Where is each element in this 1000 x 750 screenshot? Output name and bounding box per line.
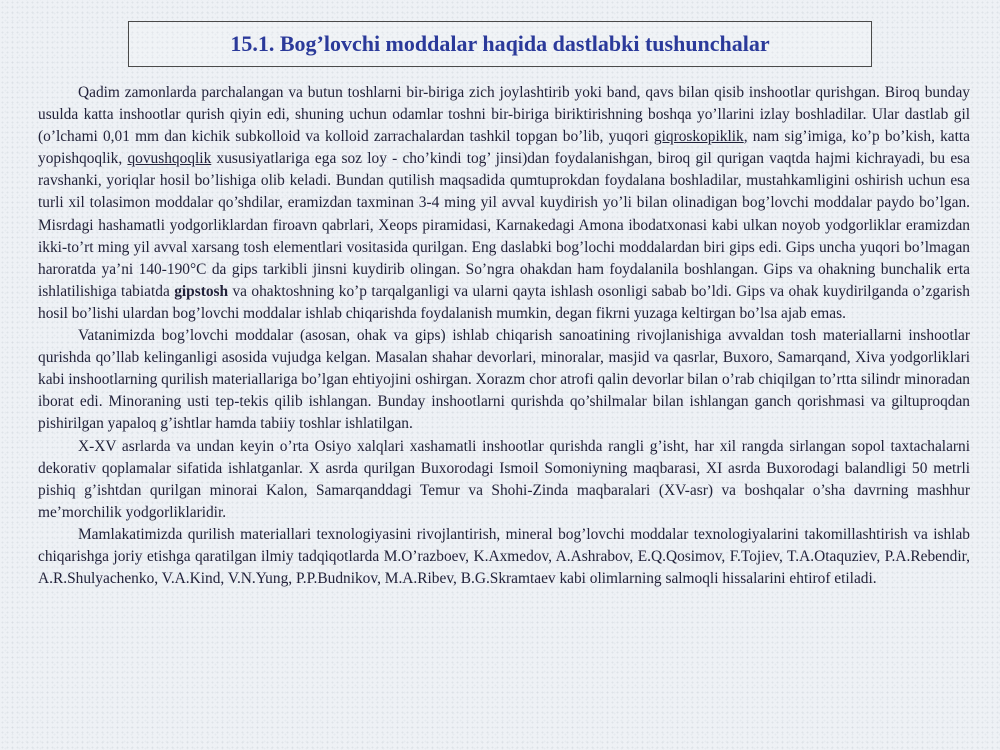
paragraph-1-text-c: , nam sig’imiga, ko’p bo’kish, katta yopishqoqlik, xyxy=(38,128,970,168)
section-title-box xyxy=(128,21,872,67)
document-body xyxy=(38,82,970,590)
paragraph-1 xyxy=(38,82,970,325)
paragraph-1-text-g: va ohaktoshning ko’p tarqalganligi va ularni qayta ishlash osonligi sabab bo’ldi. Gips va ohak kuydirilganda o’zgarish hosil bo’lishi ulardan bog’lovchi moddalar ishlab chiqarishda foydalanish mumkin, degan fikrni yuzaga keltirgan bo’lsa ajab emas. xyxy=(38,282,970,322)
term-giqroskopiklik: giqroskopiklik xyxy=(653,128,744,146)
paragraph-3: X-XV asrlarda va undan keyin o’rta Osiyo xalqlari xashamatli inshootlar qurishda rangli g’isht, har xil rangda sirlangan sopol taxtachalarni dekorativ qoplamalar sifatida ishlatganlar. X asrda qurilgan Buxorodagi Ismoil Somoniyning maqbarasi, XI asrda Buxorodagi balandligi 50 metrli pishiq g’ishtdan qurilgan minorai Kalon, Samarqanddagi Temur va Shohi-Zinda maqbaralari (XV-asr) va boshqalar o’sha davrning mashhur me’morchilik yodgorliklaridir. xyxy=(38,437,970,521)
term-qovushqoqlik: qovushqoqlik xyxy=(127,150,212,168)
section-title: 15.1. Bog’lovchi moddalar haqida dastlabki tushunchalar xyxy=(230,31,770,56)
term-gipstosh: gipstosh xyxy=(174,282,229,300)
paragraph-1-text-e: xususiyatlariga ega soz loy - cho’kindi tog’ jinsi)dan foydalanishgan, biroq gil qurigan vaqtda hajmi kichrayadi, bu esa ravshanki, yoriqlar hosil bo’lishiga olib keladi. Bundan qutilish maqsadida qumtuprokdan foydalana boshladilar, mustahkamligini oshirish uchun esa turli xil tolasimon moddalar qo’shdilar, eramizdan taxminan 3-4 ming yil avval kuydirish yo’li bilan olinadigan bog’lovchi moddalar paydo bo’lgan. Misrdagi hashamatli yodgorliklardan firoavn qabrlari, Xeops piramidasi, Karnakedagi Amona ibodatxonasi kabi ulkan noyob yodgorliklar eramizdan ikki-to’rt ming yil avval xarsang tosh elementlari vositasida qurilgan. Eng daslabki bog’lochi moddalardan biri gips edi. Gips uncha yuqori bo’lmagan haroratda ya’ni 140-190°C da gips tarkibli jinsni kuydirib olingan. So’ngra ohakdan ham foydalanila boshlangan. Gips va ohakning bunchalik erta ishlatilishiga tabiatda xyxy=(38,150,971,300)
paragraph-2: Vatanimizda bog’lovchi moddalar (asosan, ohak va gips) ishlab chiqarish sanoatining rivojlanishiga avvaldan tosh materiallarni inshootlar qurishda qo’llab kelinganligi asosida vujudga kelgan. Masalan shahar devorlari, minoralar, masjid va qasrlar, Buxoro, Samarqand, Xiva yodgorliklari kabi inshootlarning qurilish materiallariga bo’lgan ehtiyojini oshirgan. Xorazm chor atrofi qalin devorlar bilan o’rab chiqilgan to’rtta silindr minoradan iborat edi. Minoraning usti tep-tekis qilib ishlangan. Bunday inshootlarni qurishda qo’shilmalar bilan ishlangan ganch qorishmasi va giltuproqdan pishirilgan yapaloq g’ishtlar hamda tabiiy toshlar ishlatilgan. xyxy=(38,327,970,433)
paragraph-1-text-a: Qadim zamonlarda parchalangan va butun toshlarni bir-biriga zich joylashtirib yoki band, qavs bilan qisib inshootlar qurishgan. Biroq bunday usulda katta inshootlar qurish qiyin edi, shuning uchun odamlar toshni bir-biriga biriktirishning boshqa yo’llarini izlay boshladilar. Ular dastlab gil (o’lchami 0,01 mm dan kichik subkolloid va kolloid zarrachalardan tashkil topgan bo’lib, yuqori xyxy=(38,84,970,146)
paragraph-4: Mamlakatimizda qurilish materiallari texnologiyasini rivojlantirish, mineral bog’lovchi moddalar texnologiyalarini takomillashtirish va ishlab chiqarishga joriy etishga qaratilgan ilmiy tadqiqotlarda M.O’razboev, K.Axmedov, A.Ashrabov, E.Q.Qosimov, F.Tojiev, T.A.Otaquziev, P.A.Rebendir, A.R.Shulyachenko, V.A.Kind, V.N.Yung, P.P.Budnikov, M.A.Ribev, B.G.Skramtaev kabi olimlarning salmoqli hissalarini ehtirof etiladi. xyxy=(38,525,970,588)
